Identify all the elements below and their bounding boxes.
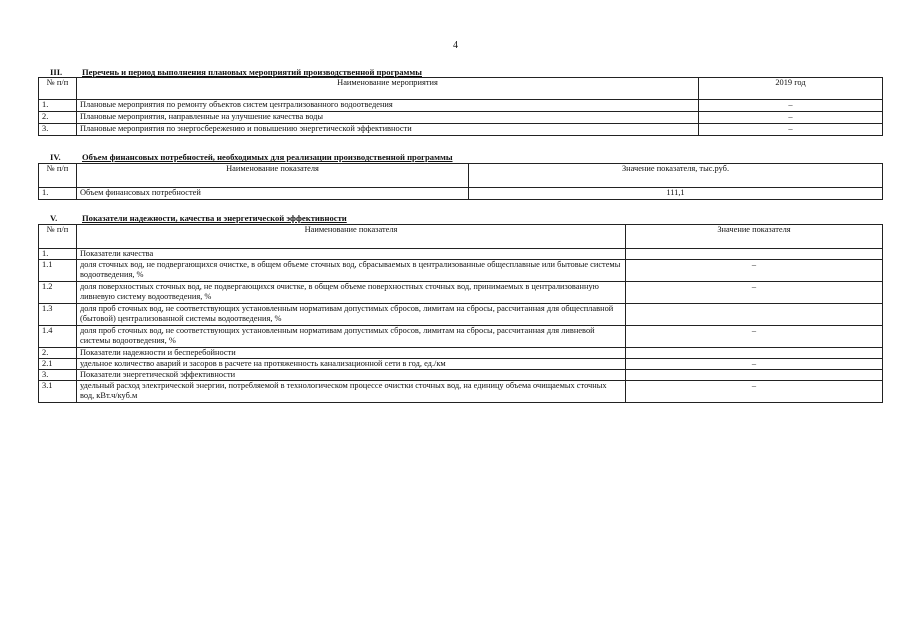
row-value: – — [626, 260, 883, 282]
row-name: доля проб сточных вод, не соответствующих установленным нормативам допустимых сбросов, лимитам на сбросы, рассчитанная для ливневой системы водоотведения, % — [77, 326, 626, 348]
section-3-title: Перечень и период выполнения плановых мероприятий производственной программы — [82, 67, 422, 77]
row-num: 2. — [39, 112, 77, 124]
table-row — [39, 348, 883, 359]
table-header-row — [39, 164, 883, 188]
section-3-table — [38, 77, 883, 136]
table-row — [39, 359, 883, 370]
table-row — [39, 249, 883, 260]
row-value: – — [626, 381, 883, 403]
row-num: 3.1 — [39, 381, 77, 403]
row-value: – — [699, 100, 883, 112]
table-row — [39, 304, 883, 326]
table-header-row — [39, 78, 883, 100]
col-name-header: Наименование мероприятия — [77, 78, 699, 100]
table-row — [39, 381, 883, 403]
row-name: Показатели энергетической эффективности — [77, 370, 626, 381]
row-num: 2.1 — [39, 359, 77, 370]
row-num: 1. — [39, 100, 77, 112]
col-num-header: № п/п — [39, 225, 77, 249]
table-row — [39, 370, 883, 381]
table-row — [39, 188, 883, 200]
row-name: доля проб сточных вод, не соответствующих установленным нормативам допустимых сбросов, лимитам на сбросы, рассчитанная для общесплавной (бытовой) централизованной системы водоотведения, % — [77, 304, 626, 326]
row-name: Объем финансовых потребностей — [77, 188, 469, 200]
table-row — [39, 260, 883, 282]
row-num: 3. — [39, 124, 77, 136]
section-4-heading — [50, 152, 453, 162]
row-value: – — [626, 326, 883, 348]
row-num: 3. — [39, 370, 77, 381]
row-num: 1.3 — [39, 304, 77, 326]
col-num-header: № п/п — [39, 164, 77, 188]
row-name: удельное количество аварий и засоров в расчете на протяженность канализационной сети в год, ед./км — [77, 359, 626, 370]
section-4-title: Объем финансовых потребностей, необходимых для реализации производственной программы — [82, 152, 453, 162]
section-5-number: V. — [50, 213, 58, 223]
row-name: Плановые мероприятия по ремонту объектов систем централизованного водоотведения — [77, 100, 699, 112]
page-number: 4 — [453, 40, 458, 51]
table-row — [39, 124, 883, 136]
row-value: – — [626, 282, 883, 304]
col-name-header: Наименование показателя — [77, 164, 469, 188]
row-value — [626, 304, 883, 326]
row-name: доля сточных вод, не подвергающихся очистке, в общем объеме сточных вод, сбрасываемых в централизованные общесплавные или бытовые системы водоотведения, % — [77, 260, 626, 282]
table-row — [39, 326, 883, 348]
row-value — [626, 249, 883, 260]
section-4-table — [38, 163, 883, 200]
col-num-header: № п/п — [39, 78, 77, 100]
row-value: – — [699, 112, 883, 124]
row-num: 1.1 — [39, 260, 77, 282]
row-value — [626, 370, 883, 381]
row-value: – — [699, 124, 883, 136]
row-value — [626, 348, 883, 359]
col-name-header: Наименование показателя — [77, 225, 626, 249]
table-row — [39, 282, 883, 304]
row-name: Плановые мероприятия по энергосбережению и повышению энергетической эффективности — [77, 124, 699, 136]
table-row — [39, 112, 883, 124]
row-name: доля поверхностных сточных вод, не подвергающихся очистке, в общем объеме поверхностных сточных вод, принимаемых в централизованную ливневую систему водоотведения, % — [77, 282, 626, 304]
col-value-header: Значение показателя — [626, 225, 883, 249]
col-value-header: Значение показателя, тыс.руб. — [469, 164, 883, 188]
section-3-number: III. — [50, 67, 63, 77]
row-name: Показатели надежности и бесперебойности — [77, 348, 626, 359]
row-num: 1. — [39, 188, 77, 200]
row-name: удельный расход электрической энергии, потребляемой в технологическом процессе очистки сточных вод, на единицу объема очищаемых сточных вод, кВт.ч/куб.м — [77, 381, 626, 403]
row-num: 2. — [39, 348, 77, 359]
table-row — [39, 100, 883, 112]
row-name: Показатели качества — [77, 249, 626, 260]
table-header-row — [39, 225, 883, 249]
row-value: 111,1 — [469, 188, 883, 200]
row-value: – — [626, 359, 883, 370]
col-year-header: 2019 год — [699, 78, 883, 100]
row-name: Плановые мероприятия, направленные на улучшение качества воды — [77, 112, 699, 124]
section-3-heading — [50, 67, 422, 77]
section-4-number: IV. — [50, 152, 61, 162]
section-5-heading — [50, 213, 347, 223]
section-5-table — [38, 224, 883, 403]
row-num: 1.4 — [39, 326, 77, 348]
row-num: 1.2 — [39, 282, 77, 304]
row-num: 1. — [39, 249, 77, 260]
section-5-title: Показатели надежности, качества и энергетической эффективности — [82, 213, 347, 223]
